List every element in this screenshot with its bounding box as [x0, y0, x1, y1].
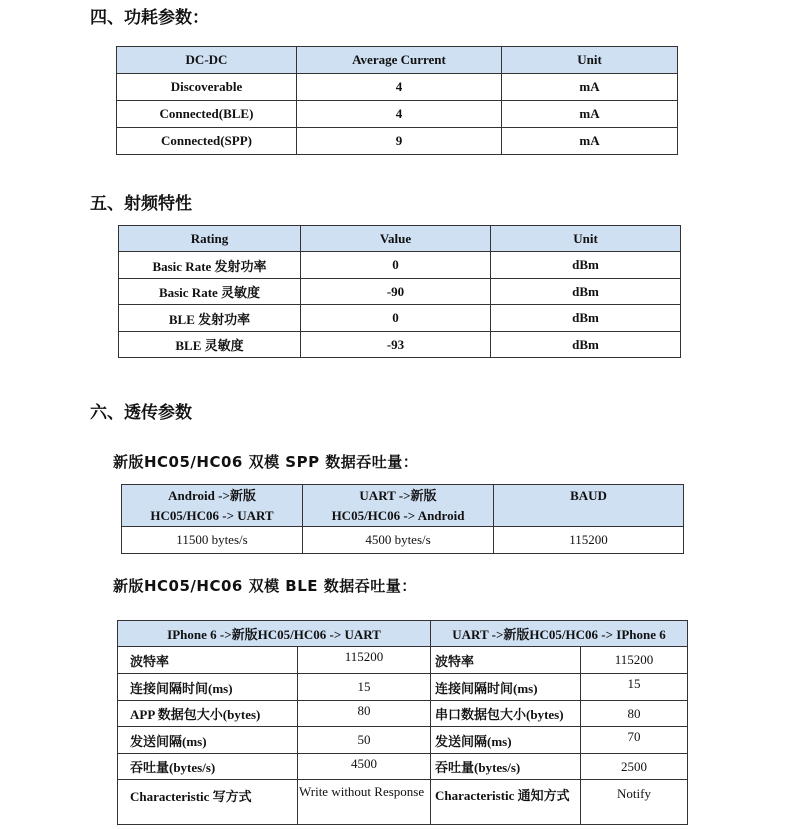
table-row [117, 101, 678, 128]
param-label: 吞吐量(bytes/s) [431, 754, 581, 780]
value-cell: -93 [301, 332, 491, 358]
header-line: BAUD [570, 488, 607, 503]
param-value: 4500 [298, 754, 431, 780]
header-line: HC05/HC06 -> UART [150, 507, 274, 523]
unit-cell: dBm [491, 252, 681, 279]
section-6-heading: 六、透传参数 [90, 403, 192, 423]
param-label: APP 数据包大小(bytes) [118, 701, 298, 727]
param-value: 80 [581, 701, 688, 727]
value-cell: 0 [301, 305, 491, 332]
param-label: 波特率 [118, 647, 298, 674]
header-uart-to-iphone: UART ->新版HC05/HC06 -> IPhone 6 [431, 621, 688, 647]
header-value: Value [301, 226, 491, 252]
table-row [118, 647, 688, 674]
param-value: 115200 [298, 647, 431, 674]
table-header-row [118, 621, 688, 647]
value-cell: 0 [301, 252, 491, 279]
param-value: 2500 [581, 754, 688, 780]
header-unit: Unit [491, 226, 681, 252]
table-row [118, 780, 688, 825]
param-value: 15 [581, 674, 688, 701]
table-row [122, 527, 684, 554]
unit-cell: dBm [491, 279, 681, 305]
ble-throughput-title: 新版HC05/HC06 双模 BLE 数据吞吐量： [113, 577, 417, 595]
param-value: Write without Response [298, 780, 431, 825]
section-4-heading: 四、功耗参数： [90, 8, 209, 28]
section-5-heading: 五、射频特性 [90, 194, 192, 214]
current-cell: 4 [297, 101, 502, 128]
header-baud [494, 485, 684, 527]
header-unit: Unit [502, 47, 678, 74]
table-row [118, 674, 688, 701]
table-row [118, 701, 688, 727]
mode-cell: Connected(SPP) [117, 128, 297, 155]
spp-throughput-title: 新版HC05/HC06 双模 SPP 数据吞吐量： [113, 453, 419, 471]
param-label: 波特率 [431, 647, 581, 674]
spp-throughput-table [121, 484, 684, 554]
current-cell: 9 [297, 128, 502, 155]
param-label: 发送间隔(ms) [118, 727, 298, 754]
table-header-row [119, 226, 681, 252]
param-label: 连接间隔时间(ms) [431, 674, 581, 701]
table-row [117, 74, 678, 101]
spp-uart-to-android-value: 4500 bytes/s [303, 527, 494, 554]
param-value: 50 [298, 727, 431, 754]
param-label: 发送间隔(ms) [431, 727, 581, 754]
param-label: 串口数据包大小(bytes) [431, 701, 581, 727]
table-row [119, 252, 681, 279]
current-cell: 4 [297, 74, 502, 101]
param-value: 15 [298, 674, 431, 701]
param-value: 80 [298, 701, 431, 727]
unit-cell: mA [502, 128, 678, 155]
param-label: Characteristic 写方式 [118, 780, 298, 825]
table-row [117, 128, 678, 155]
table-header-row [117, 47, 678, 74]
spp-baud-value: 115200 [494, 527, 684, 554]
unit-cell: mA [502, 74, 678, 101]
table-row [118, 727, 688, 754]
unit-cell: dBm [491, 305, 681, 332]
power-consumption-table [116, 46, 678, 155]
unit-cell: dBm [491, 332, 681, 358]
rating-cell: Basic Rate 发射功率 [119, 252, 301, 279]
param-label: 连接间隔时间(ms) [118, 674, 298, 701]
rating-cell: BLE 发射功率 [119, 305, 301, 332]
header-line: UART ->新版 [359, 487, 437, 503]
header-iphone-to-uart: IPhone 6 ->新版HC05/HC06 -> UART [118, 621, 431, 647]
param-label: 吞吐量(bytes/s) [118, 754, 298, 780]
rf-characteristics-table [118, 225, 681, 358]
header-line: HC05/HC06 -> Android [331, 507, 465, 523]
mode-cell: Discoverable [117, 74, 297, 101]
param-value: 70 [581, 727, 688, 754]
unit-cell: mA [502, 101, 678, 128]
header-android-to-uart [122, 485, 303, 527]
table-row [118, 754, 688, 780]
header-dcdc: DC-DC [117, 47, 297, 74]
rating-cell: BLE 灵敏度 [119, 332, 301, 358]
spp-android-to-uart-value: 11500 bytes/s [122, 527, 303, 554]
header-uart-to-android [303, 485, 494, 527]
table-row [119, 279, 681, 305]
rating-cell: Basic Rate 灵敏度 [119, 279, 301, 305]
value-cell: -90 [301, 279, 491, 305]
param-value: 115200 [581, 647, 688, 674]
table-row [119, 305, 681, 332]
param-label: Characteristic 通知方式 [431, 780, 581, 825]
table-header-row [122, 485, 684, 527]
mode-cell: Connected(BLE) [117, 101, 297, 128]
ble-throughput-table [117, 620, 688, 825]
header-rating: Rating [119, 226, 301, 252]
header-average-current: Average Current [297, 47, 502, 74]
table-row [119, 332, 681, 358]
header-line: Android ->新版 [168, 487, 256, 503]
param-value: Notify [581, 780, 688, 825]
